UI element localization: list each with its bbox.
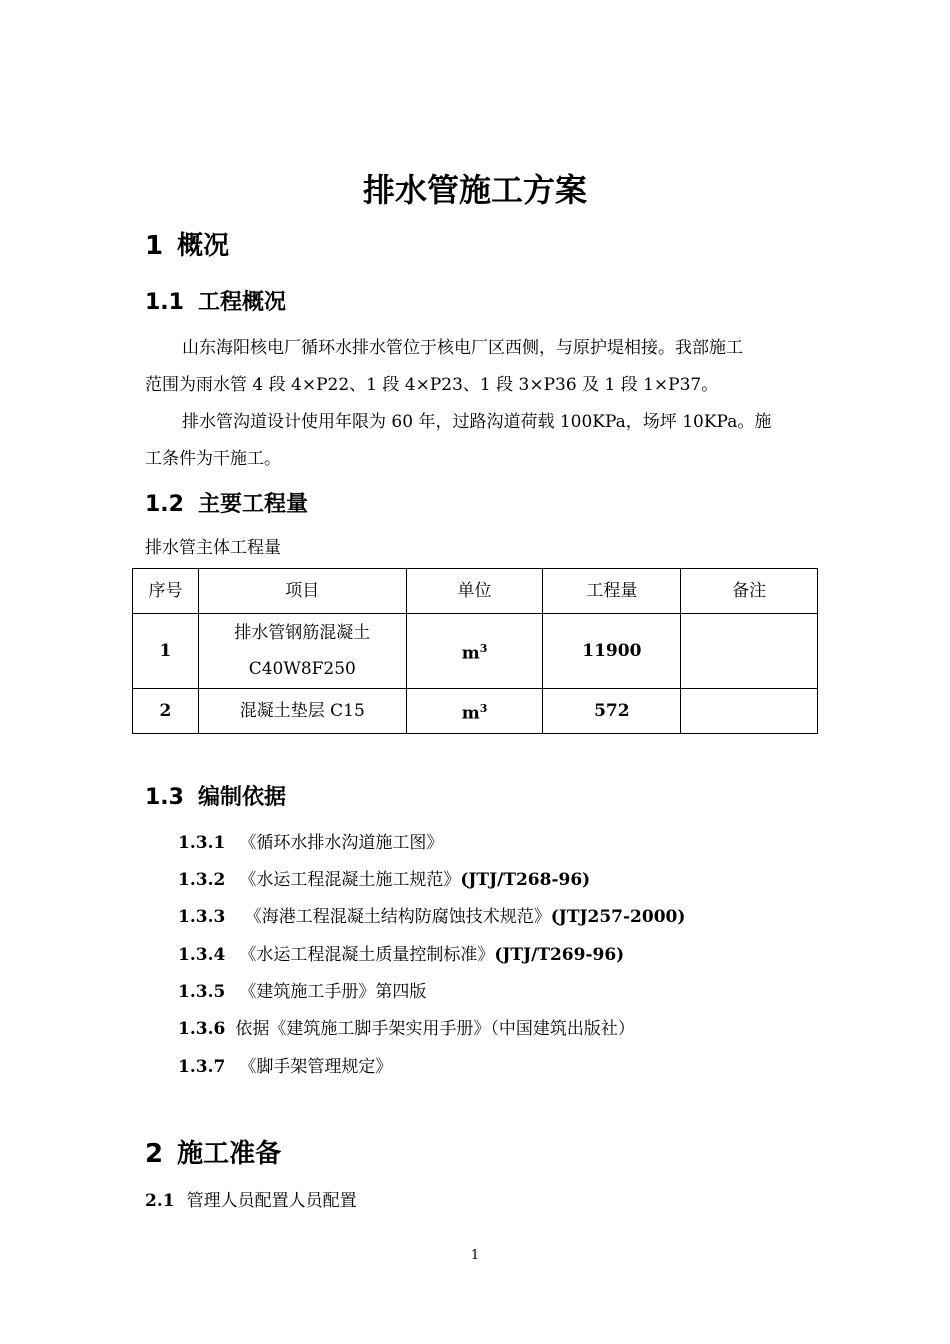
section-number: 1.3 bbox=[145, 785, 184, 810]
overview-paragraph-2-line-2: 工条件为干施工。 bbox=[145, 449, 281, 469]
quantity-table bbox=[132, 568, 818, 734]
row-number: 1 bbox=[133, 614, 199, 689]
document-title: 排水管施工方案 bbox=[362, 171, 587, 209]
row-note bbox=[681, 614, 818, 689]
row-item bbox=[198, 614, 406, 689]
reference-item bbox=[178, 831, 443, 855]
reference-text: 《建筑施工手册》第四版 bbox=[239, 982, 427, 1002]
row-item-line-1: 排水管钢筋混凝土 bbox=[234, 623, 371, 643]
reference-number: 1.3.1 bbox=[178, 833, 226, 853]
row-quantity: 11900 bbox=[543, 614, 681, 689]
section-number: 1.2 bbox=[145, 492, 184, 517]
reference-code: (JTJ/T269-96) bbox=[494, 945, 625, 965]
reference-number: 1.3.7 bbox=[178, 1057, 226, 1077]
unit-base: m bbox=[461, 703, 480, 724]
section-title: 主要工程量 bbox=[197, 492, 308, 517]
unit-base: m bbox=[461, 643, 480, 664]
row-item-line-2: C40W8F250 bbox=[248, 659, 356, 679]
section-title: 概况 bbox=[177, 231, 230, 261]
section-1-3-heading bbox=[145, 783, 286, 813]
section-1-1-heading bbox=[145, 288, 286, 318]
section-title: 施工准备 bbox=[177, 1139, 282, 1169]
table-row bbox=[133, 614, 818, 689]
section-number: 1.1 bbox=[145, 290, 184, 315]
unit-exponent: 3 bbox=[479, 701, 488, 715]
reference-text: 《水运工程混凝土质量控制标准》 bbox=[239, 945, 495, 965]
reference-item bbox=[178, 1017, 635, 1041]
page-number: 1 bbox=[470, 1248, 480, 1263]
section-number: 1 bbox=[145, 231, 164, 261]
reference-number: 1.3.5 bbox=[178, 982, 226, 1002]
section-title: 编制依据 bbox=[197, 785, 286, 810]
reference-number: 1.3.6 bbox=[178, 1019, 226, 1039]
section-number: 2 bbox=[145, 1139, 164, 1169]
table-caption: 排水管主体工程量 bbox=[145, 538, 281, 558]
overview-paragraph-1-line-2: 范围为雨水管 4 段 4×P22、1 段 4×P23、1 段 3×P36 及 1 段 1×P37。 bbox=[145, 375, 719, 395]
unit-exponent: 3 bbox=[479, 641, 488, 655]
row-note bbox=[681, 689, 818, 734]
section-1-2-heading bbox=[145, 490, 308, 520]
reference-item bbox=[178, 868, 590, 892]
section-number: 2.1 bbox=[145, 1191, 175, 1211]
overview-paragraph-2-line-1: 排水管沟道设计使用年限为 60 年，过路沟道荷载 100KPa，场坪 10KPa。施 bbox=[182, 412, 772, 432]
section-2-1-heading bbox=[145, 1189, 357, 1213]
row-unit bbox=[406, 689, 543, 734]
reference-text: 《海港工程混凝土结构防腐蚀技术规范》 bbox=[239, 907, 551, 927]
reference-text: 依据《建筑施工脚手架实用手册》（中国建筑出版社） bbox=[235, 1019, 635, 1039]
reference-text: 《脚手架管理规定》 bbox=[239, 1057, 393, 1077]
overview-paragraph-1-line-1: 山东海阳核电厂循环水排水管位于核电厂区西侧，与原护堤相接。我部施工 bbox=[182, 338, 743, 358]
header-cell: 备注 bbox=[681, 569, 818, 614]
row-item: 混凝土垫层 C15 bbox=[198, 689, 406, 734]
section-title: 工程概况 bbox=[197, 290, 286, 315]
header-cell: 工程量 bbox=[543, 569, 681, 614]
row-quantity: 572 bbox=[543, 689, 681, 734]
table-row bbox=[133, 689, 818, 734]
header-cell: 单位 bbox=[406, 569, 543, 614]
reference-item bbox=[178, 980, 426, 1004]
section-1-heading bbox=[145, 230, 229, 262]
reference-item bbox=[178, 905, 685, 929]
reference-item bbox=[178, 1055, 392, 1079]
reference-number: 1.3.2 bbox=[178, 870, 226, 890]
reference-number: 1.3.3 bbox=[178, 907, 226, 927]
row-unit bbox=[406, 614, 543, 689]
header-cell: 项目 bbox=[198, 569, 406, 614]
reference-text: 《循环水排水沟道施工图》 bbox=[239, 833, 444, 853]
reference-item bbox=[178, 943, 624, 967]
section-title: 管理人员配置人员配置 bbox=[186, 1191, 357, 1211]
section-2-heading bbox=[145, 1138, 281, 1170]
header-cell: 序号 bbox=[133, 569, 199, 614]
reference-number: 1.3.4 bbox=[178, 945, 226, 965]
row-number: 2 bbox=[133, 689, 199, 734]
reference-code: (JTJ/T268-96) bbox=[460, 870, 591, 890]
reference-code: (JTJ257-2000) bbox=[550, 907, 686, 927]
table-header-row bbox=[133, 569, 818, 614]
reference-text: 《水运工程混凝土施工规范》 bbox=[239, 870, 461, 890]
